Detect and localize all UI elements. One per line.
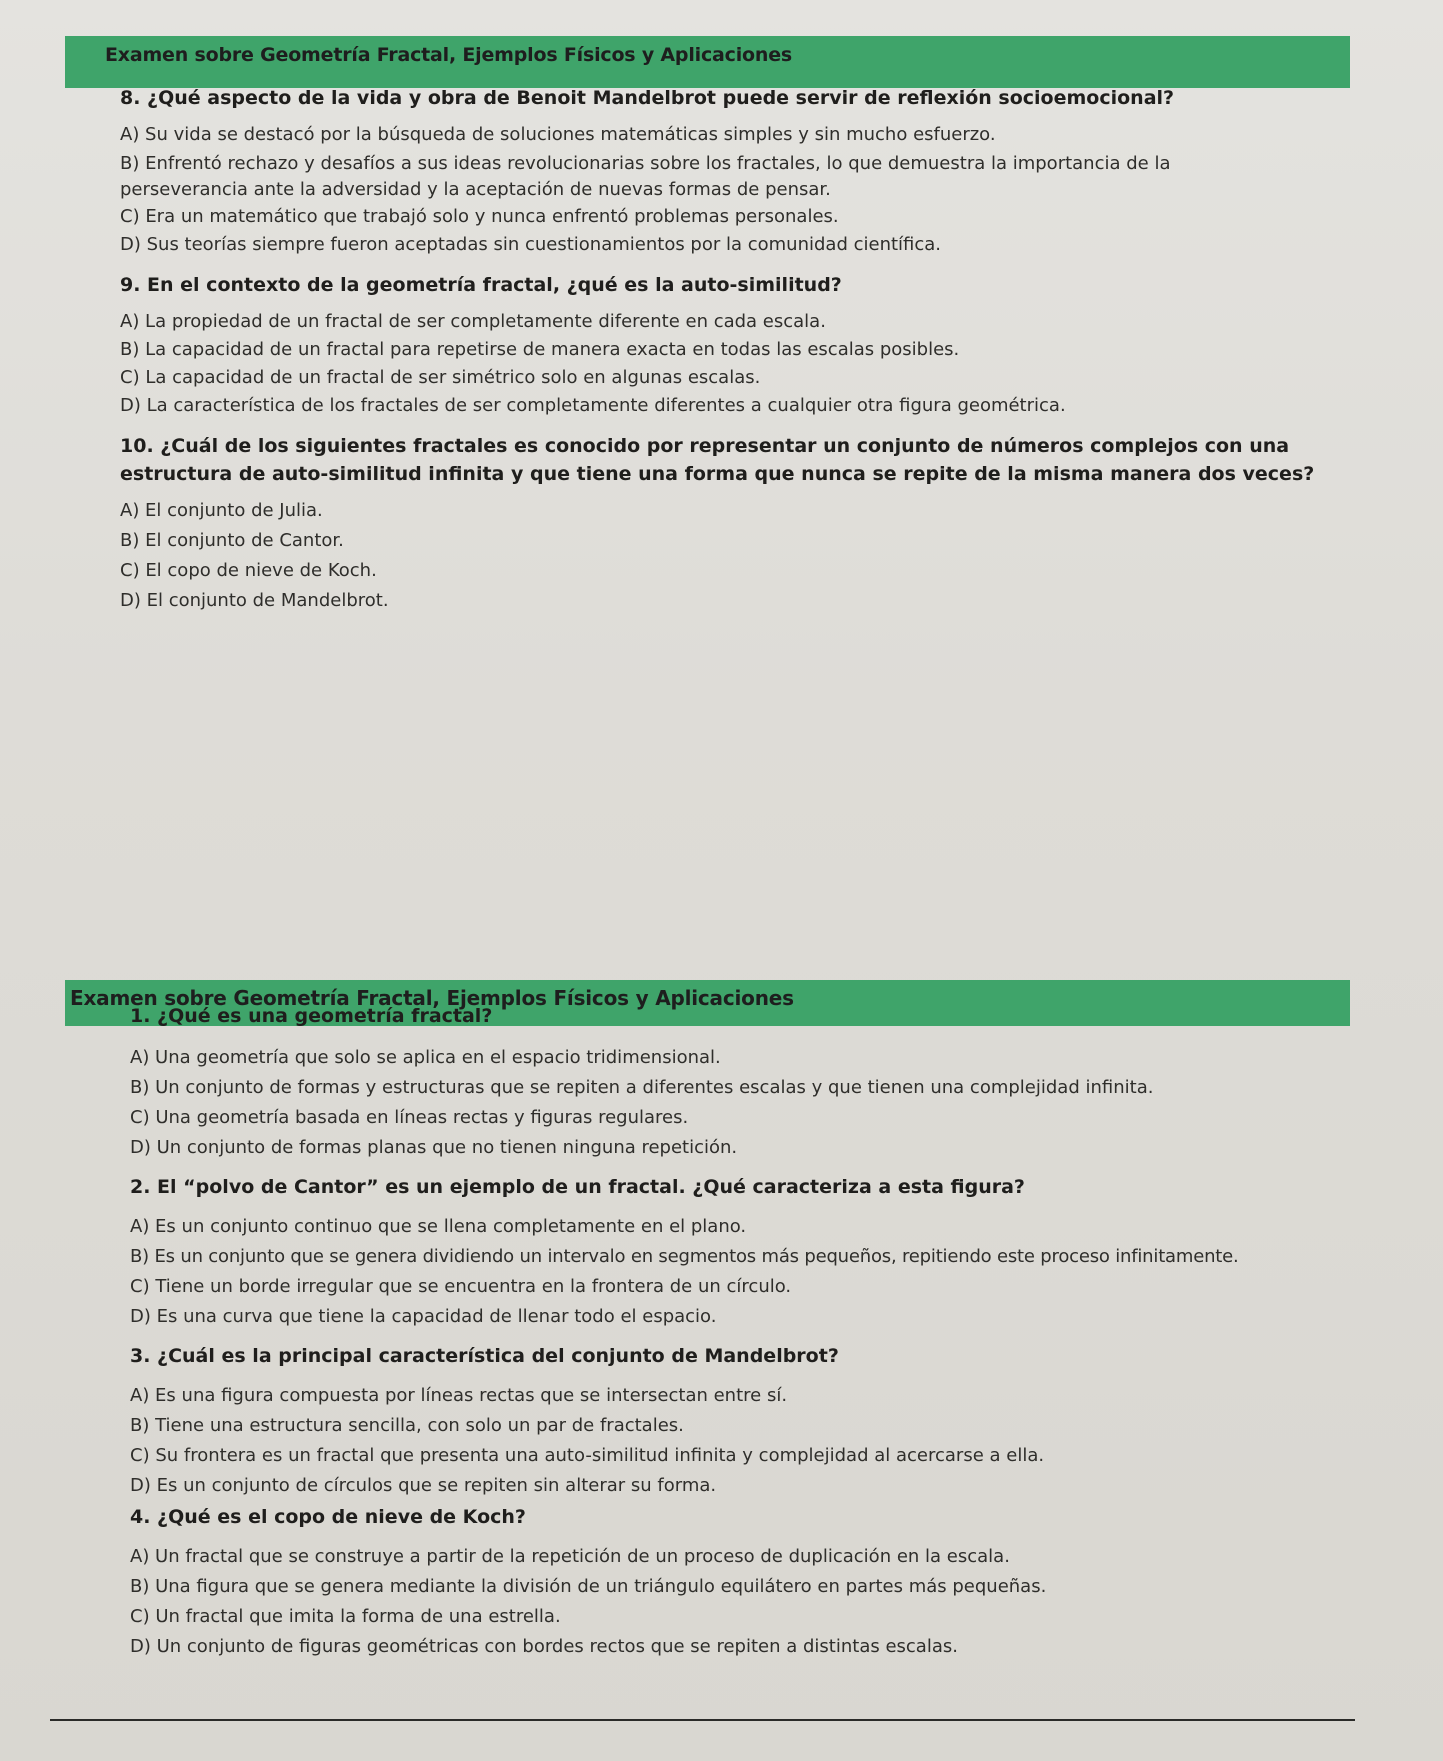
option-a: A) Un fractal que se construye a partir de la repetición de un proceso de duplicación en la escala. bbox=[130, 1546, 1010, 1567]
question-8 bbox=[120, 86, 1350, 259]
question-1 bbox=[130, 1004, 1350, 1163]
option-list bbox=[130, 1542, 1350, 1662]
bottom-divider bbox=[50, 1719, 1355, 1721]
exam-header-bar bbox=[65, 36, 1350, 88]
question-text: 4. ¿Qué es el copo de nieve de Koch? bbox=[130, 1506, 526, 1528]
option-a: A) Una geometría que solo se aplica en el espacio tridimensional. bbox=[130, 1047, 721, 1068]
option-list bbox=[120, 496, 1350, 616]
question-text: 10. ¿Cuál de los siguientes fractales es conocido por representar un conjunto de números complejos con una estructura de auto-similitud infinita y que tiene una forma que nunca se repite de la misma manera dos veces? bbox=[120, 435, 1315, 485]
option-b: B) Es un conjunto que se genera dividiendo un intervalo en segmentos más pequeños, repitiendo este proceso infinitamente. bbox=[130, 1246, 1239, 1267]
option-d: D) Es un conjunto de círculos que se repiten sin alterar su forma. bbox=[130, 1475, 717, 1496]
option-c: C) Era un matemático que trabajó solo y nunca enfrentó problemas personales. bbox=[120, 206, 839, 227]
question-text: 2. El “polvo de Cantor” es un ejemplo de un fractal. ¿Qué caracteriza a esta figura? bbox=[130, 1176, 1025, 1198]
option-d: D) Un conjunto de formas planas que no tienen ninguna repetición. bbox=[130, 1137, 738, 1158]
option-list bbox=[120, 308, 1350, 420]
question-text: 1. ¿Qué es una geometría fractal? bbox=[130, 1005, 493, 1027]
option-a: A) La propiedad de un fractal de ser completamente diferente en cada escala. bbox=[120, 311, 826, 332]
option-c: C) Tiene un borde irregular que se encuentra en la frontera de un círculo. bbox=[130, 1276, 792, 1297]
option-list bbox=[130, 1381, 1350, 1501]
option-list bbox=[130, 1043, 1350, 1163]
question-text: 9. En el contexto de la geometría fractal, ¿qué es la auto-similitud? bbox=[120, 274, 842, 296]
option-b: B) Tiene una estructura sencilla, con solo un par de fractales. bbox=[130, 1415, 684, 1436]
option-list bbox=[130, 1212, 1350, 1332]
question-text: 8. ¿Qué aspecto de la vida y obra de Benoit Mandelbrot puede servir de reflexión socioemocional? bbox=[120, 87, 1175, 109]
option-d: D) Es una curva que tiene la capacidad de llenar todo el espacio. bbox=[130, 1306, 717, 1327]
option-a: A) El conjunto de Julia. bbox=[120, 500, 323, 521]
option-d: D) Sus teorías siempre fueron aceptadas sin cuestionamientos por la comunidad científica. bbox=[120, 234, 942, 255]
option-b: B) Una figura que se genera mediante la división de un triángulo equilátero en partes más pequeñas. bbox=[130, 1576, 1047, 1597]
question-text: 3. ¿Cuál es la principal característica del conjunto de Mandelbrot? bbox=[130, 1345, 839, 1367]
exam-section-2 bbox=[65, 980, 1350, 1662]
option-b: B) Un conjunto de formas y estructuras que se repiten a diferentes escalas y que tienen una complejidad infinita. bbox=[130, 1077, 1154, 1098]
option-c: C) Un fractal que imita la forma de una estrella. bbox=[130, 1606, 561, 1627]
option-a: A) Es un conjunto continuo que se llena completamente en el plano. bbox=[130, 1216, 747, 1237]
exam-section-1 bbox=[65, 36, 1350, 616]
question-list bbox=[65, 86, 1350, 616]
option-b: B) El conjunto de Cantor. bbox=[120, 530, 344, 551]
question-4 bbox=[130, 1505, 1350, 1662]
exam-header-title: Examen sobre Geometría Fractal, Ejemplos Físicos y Aplicaciones bbox=[70, 986, 794, 1010]
option-d: D) La característica de los fractales de ser completamente diferentes a cualquier otra figura geométrica. bbox=[120, 395, 1066, 416]
option-c: C) Una geometría basada en líneas rectas y figuras regulares. bbox=[130, 1107, 689, 1128]
option-d: D) Un conjunto de figuras geométricas con bordes rectos que se repiten a distintas escalas. bbox=[130, 1636, 958, 1657]
option-c: C) El copo de nieve de Koch. bbox=[120, 560, 377, 581]
option-c: C) Su frontera es un fractal que presenta una auto-similitud infinita y complejidad al acercarse a ella. bbox=[130, 1445, 1045, 1466]
option-list bbox=[120, 121, 1350, 259]
exam-header-title: Examen sobre Geometría Fractal, Ejemplos Físicos y Aplicaciones bbox=[105, 44, 792, 66]
question-10 bbox=[120, 432, 1350, 616]
question-2 bbox=[130, 1175, 1350, 1332]
option-d: D) El conjunto de Mandelbrot. bbox=[120, 590, 389, 611]
question-3 bbox=[130, 1344, 1350, 1501]
question-list bbox=[65, 1004, 1350, 1662]
option-b: B) La capacidad de un fractal para repetirse de manera exacta en todas las escalas posibles. bbox=[120, 339, 960, 360]
option-a: A) Es una figura compuesta por líneas rectas que se intersectan entre sí. bbox=[130, 1385, 788, 1406]
option-a: A) Su vida se destacó por la búsqueda de soluciones matemáticas simples y sin mucho esfuerzo. bbox=[120, 124, 996, 145]
option-c: C) La capacidad de un fractal de ser simétrico solo en algunas escalas. bbox=[120, 367, 761, 388]
question-9 bbox=[120, 273, 1350, 420]
option-b: B) Enfrentó rechazo y desafíos a sus ideas revolucionarias sobre los fractales, lo que demuestra la importancia de la perseverancia ante la adversidad y la aceptación de nuevas formas de pensar. bbox=[120, 153, 1171, 200]
